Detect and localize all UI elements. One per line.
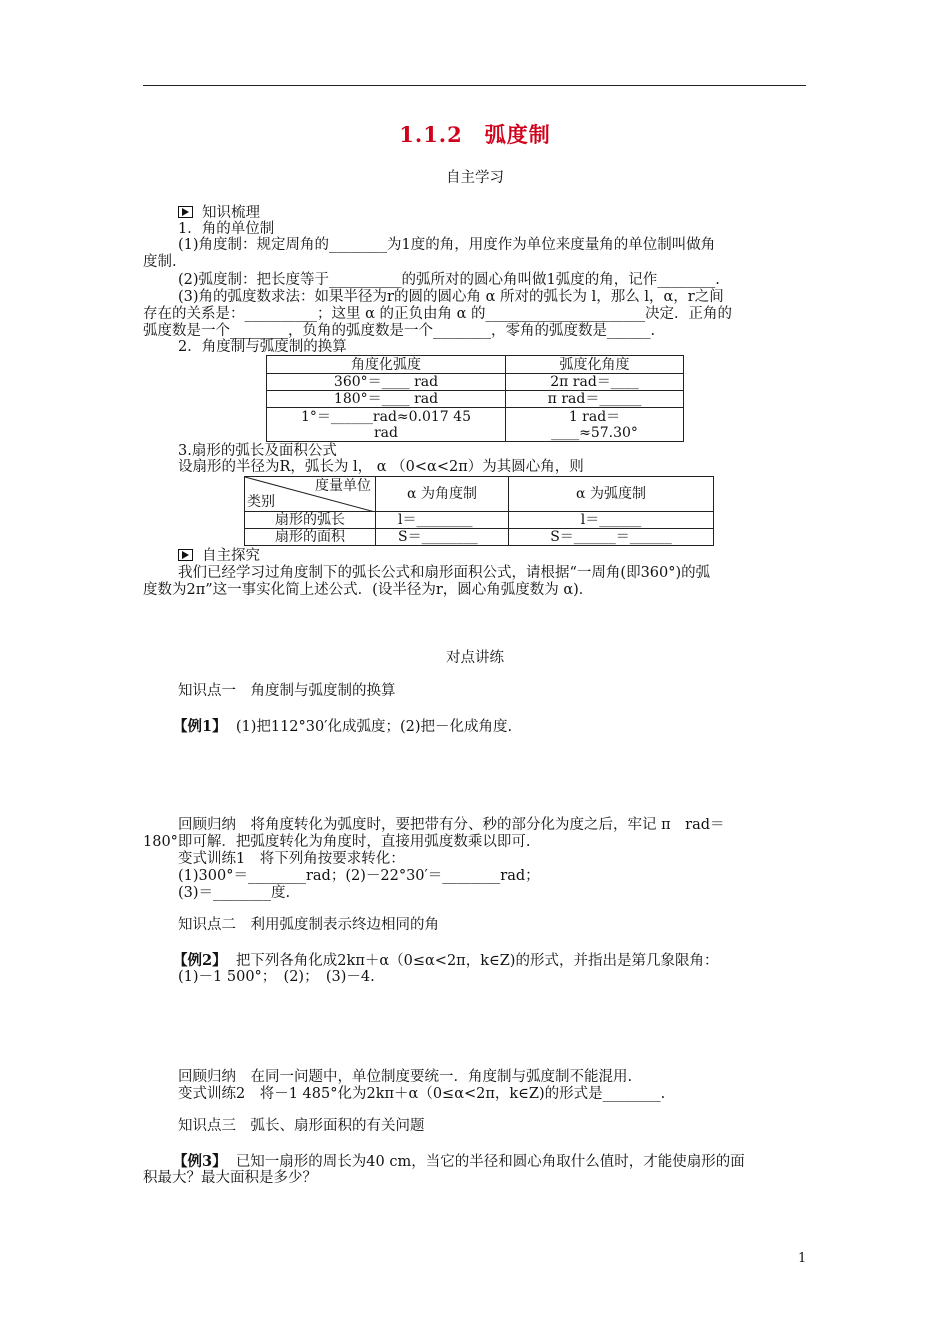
table-cell: 扇形的面积	[245, 529, 376, 546]
text-line: 变式训练2 将－1 485°化为2kπ＋α（0≤α<2π，k∈Z)的形式是________.	[178, 1086, 666, 1102]
page-title: 1.1.2 弧度制	[399, 122, 551, 147]
text-line: 回顾归纳 在同一问题中，单位制度要统一．角度制与弧度制不能混用.	[178, 1069, 633, 1085]
table-cell: 2π rad＝____	[506, 374, 684, 391]
section-heading-practice: 对点讲练	[446, 650, 504, 666]
self-exploration-heading: 自主探究	[178, 548, 260, 565]
text-line: (1)角度制：规定周角的________为1度的角，用度作为单位来度量角的单位制叫做角	[178, 237, 716, 253]
table-header: 角度化弧度	[267, 356, 506, 374]
table-diagonal-header: 度量单位 类别	[245, 477, 376, 512]
table-cell: l＝________	[376, 512, 509, 529]
table-header: α 为弧度制	[509, 477, 714, 512]
play-icon	[178, 206, 193, 218]
text-line: 变式训练1 将下列角按要求转化：	[178, 851, 405, 867]
header-rule	[143, 85, 806, 86]
text-line: 设扇形的半径为R，弧长为 l， α （0<α<2π）为其圆心角，则	[178, 459, 584, 475]
example-1: 【例1】 (1)把112°30′化成弧度；(2)把－化成角度.	[173, 718, 513, 735]
text-line: 3.扇形的弧长及面积公式	[178, 443, 337, 459]
text-line: (1)－1 500°； (2)； (3)－4.	[178, 969, 375, 985]
text-line: 积最大？最大面积是多少？	[143, 1170, 317, 1186]
conversion-table	[266, 355, 684, 442]
text-line: 存在的关系是：__________；这里 α 的正负由角 α 的______________________决定．正角的	[143, 306, 733, 322]
table-cell: S＝______＝______	[509, 529, 714, 546]
text-line: 弧度数是一个________，负角的弧度数是一个________，零角的弧度数是______.	[143, 323, 656, 339]
text-line: 180°即可解．把弧度转化为角度时，直接用弧度数乘以即可.	[143, 834, 531, 850]
table-cell: S＝________	[376, 529, 509, 546]
table-cell: 扇形的弧长	[245, 512, 376, 529]
text-line: 2．角度制与弧度制的换算	[178, 339, 347, 355]
play-icon	[178, 549, 193, 561]
text-line: 1．角的单位制	[178, 221, 275, 237]
example-3: 【例3】 已知一扇形的周长为40 cm，当它的半径和圆心角取什么值时，才能使扇形的面	[173, 1153, 745, 1170]
text-line: (1)300°＝________rad；(2)－22°30′＝________rad；	[178, 868, 540, 884]
sector-formula-table	[244, 476, 714, 546]
text-line: 度制.	[143, 254, 177, 270]
knowledge-review-heading: 知识梳理	[178, 205, 260, 222]
table-cell: 1 rad＝ ____≈57.30°	[506, 408, 684, 442]
table-cell: 360°＝____ rad	[267, 374, 506, 391]
text-line: (2)弧度制：把长度等于__________的弧所对的圆心角叫做1弧度的角，记作________.	[178, 272, 720, 288]
page-number: 1	[798, 1251, 807, 1266]
text-line: (3)角的弧度数求法：如果半径为r的圆的圆心角 α 所对的弧长为 l，那么 l，α，r之间	[178, 289, 724, 305]
knowledge-point-heading: 知识点二 利用弧度制表示终边相同的角	[178, 917, 439, 933]
section-heading-self-study: 自主学习	[446, 170, 504, 186]
table-cell: l＝______	[509, 512, 714, 529]
table-cell: 1°＝______rad≈0.017 45 rad	[267, 408, 506, 442]
text-line: 回顾归纳 将角度转化为弧度时，要把带有分、秒的部分化为度之后，牢记 π rad＝	[178, 817, 725, 833]
table-cell: 180°＝____ rad	[267, 391, 506, 408]
knowledge-point-heading: 知识点三 弧长、扇形面积的有关问题	[178, 1118, 425, 1134]
table-header: 弧度化角度	[506, 356, 684, 374]
table-header: α 为角度制	[376, 477, 509, 512]
example-2: 【例2】 把下列各角化成2kπ＋α（0≤α<2π，k∈Z)的形式，并指出是第几象限角：	[173, 952, 719, 969]
text-line: (3)＝________度.	[178, 885, 291, 901]
text-line: 度数为2π”这一事实化简上述公式．(设半径为r，圆心角弧度数为 α)．	[143, 582, 594, 598]
knowledge-point-heading: 知识点一 角度制与弧度制的换算	[178, 683, 396, 699]
table-cell: π rad＝______	[506, 391, 684, 408]
text-line: 我们已经学习过角度制下的弧长公式和扇形面积公式，请根据“一周角(即360°)的弧	[178, 565, 711, 581]
